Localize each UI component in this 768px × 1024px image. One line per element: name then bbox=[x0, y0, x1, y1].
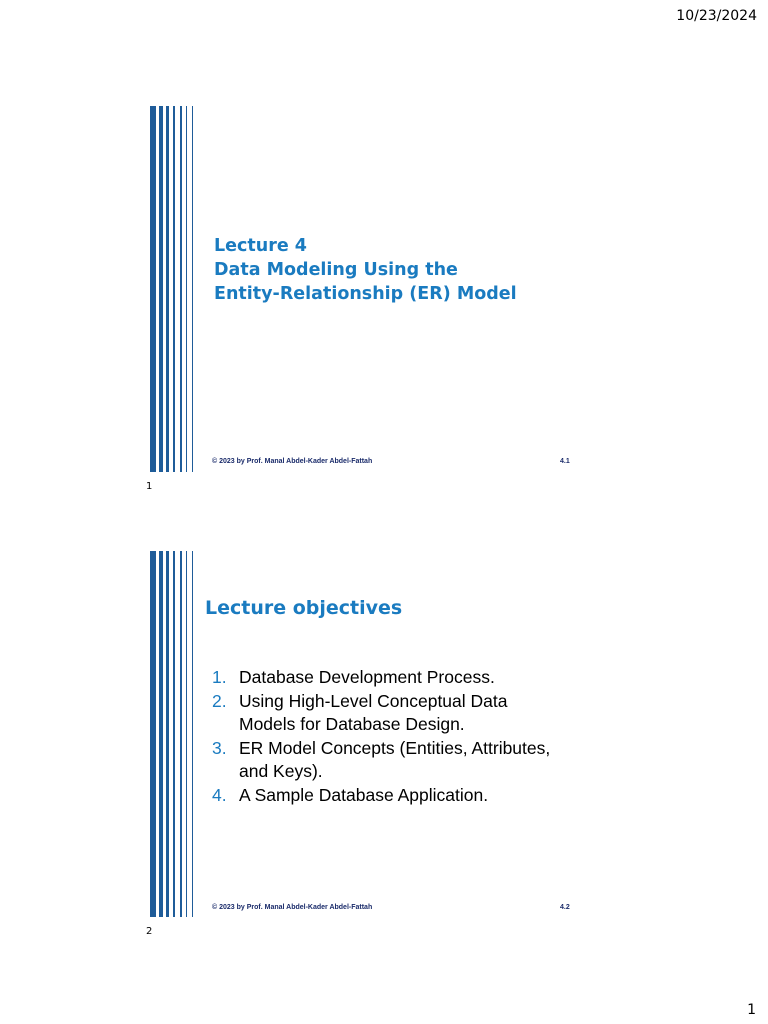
list-text: Database Development Process. bbox=[239, 667, 495, 687]
slide-code: 4.2 bbox=[560, 904, 570, 911]
list-item bbox=[212, 737, 552, 784]
slide-title bbox=[214, 234, 574, 306]
print-date: 10/23/2024 bbox=[676, 8, 757, 24]
list-text: Using High-Level Conceptual Data Models for Database Design. bbox=[239, 690, 508, 734]
list-text: A Sample Database Application. bbox=[239, 784, 489, 805]
slide-footer: © 2023 by Prof. Manal Abdel-Kader Abdel-Fattah bbox=[212, 458, 373, 465]
list-number: 4. bbox=[212, 784, 227, 805]
title-line: Data Modeling Using the bbox=[214, 260, 458, 280]
page-number: 1 bbox=[747, 1002, 756, 1018]
list-item bbox=[212, 690, 552, 737]
slide-stripes bbox=[148, 106, 198, 472]
slide-1 bbox=[148, 106, 588, 472]
title-line: Lecture 4 bbox=[214, 236, 307, 256]
slide-code: 4.1 bbox=[560, 458, 570, 465]
title-line: Entity-Relationship (ER) Model bbox=[214, 284, 517, 304]
slide-footer: © 2023 by Prof. Manal Abdel-Kader Abdel-Fattah bbox=[212, 904, 373, 911]
list-number: 2. bbox=[212, 690, 227, 711]
list-text: ER Model Concepts (Entities, Attributes, and Keys). bbox=[239, 737, 551, 781]
slide-stripes bbox=[148, 551, 198, 917]
slide-2 bbox=[148, 551, 588, 917]
slide-title: Lecture objectives bbox=[205, 597, 403, 619]
slide-number: 1 bbox=[146, 481, 153, 492]
list-number: 1. bbox=[212, 667, 227, 687]
slide-number: 2 bbox=[146, 926, 153, 937]
list-item bbox=[212, 666, 552, 690]
objectives-list bbox=[212, 666, 552, 807]
list-item bbox=[212, 784, 552, 808]
list-number: 3. bbox=[212, 737, 227, 758]
